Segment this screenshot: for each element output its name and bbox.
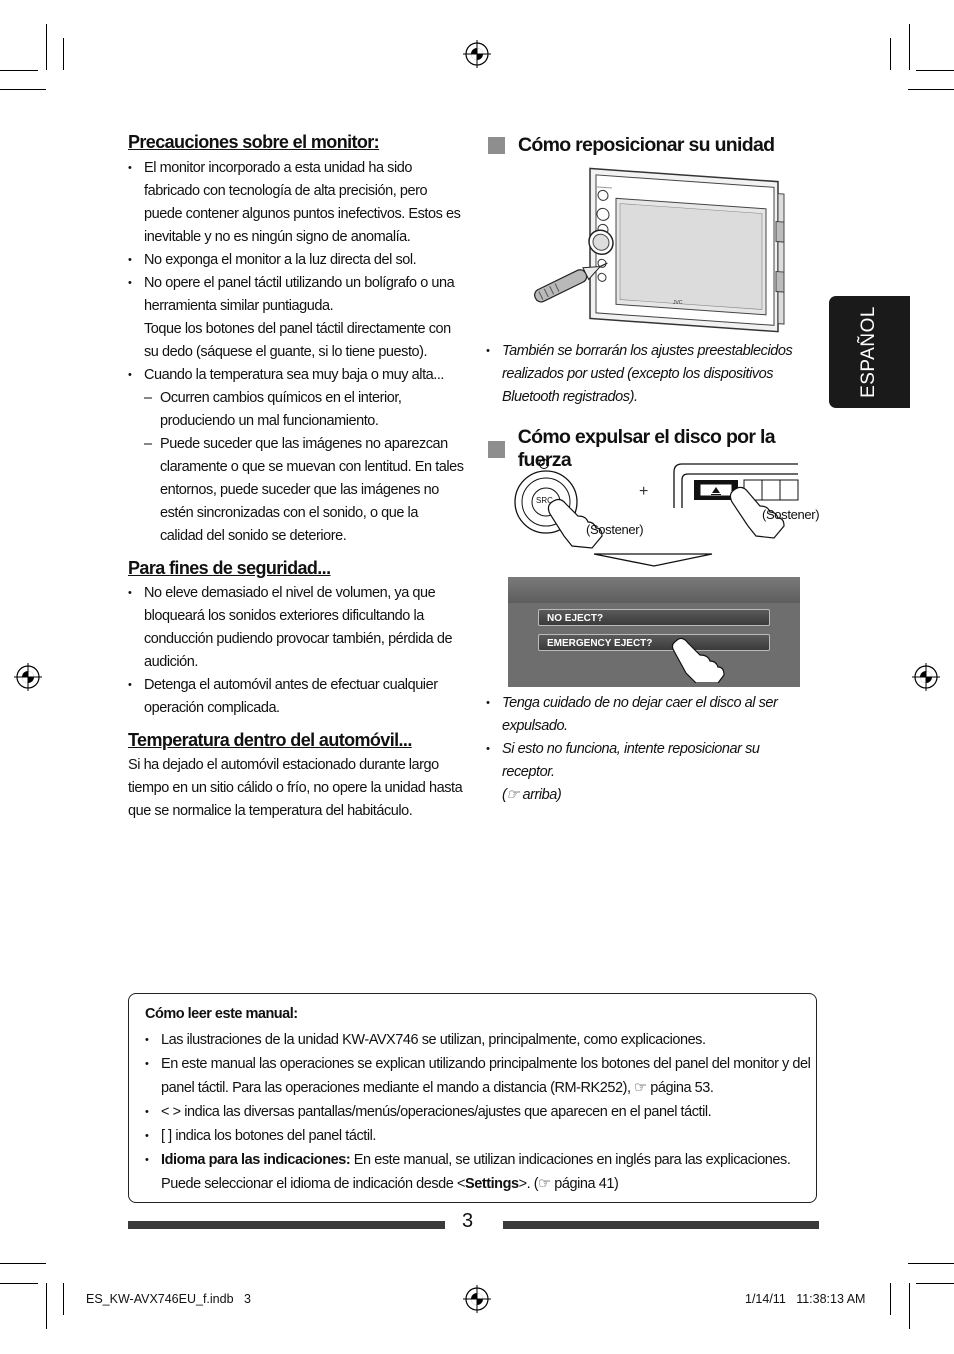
list-item: • Tenga cuidado de no dejar caer el disco al ser expulsado. (486, 692, 806, 738)
eject-notes (486, 692, 806, 807)
registration-mark-icon (14, 663, 42, 691)
list-item-text: • Cuando la temperatura sea muy baja o muy alta... (144, 367, 444, 383)
list-item-text: Toque los botones del panel táctil directamente con su dedo (sáquese el guante, si lo tiene puesto). (144, 321, 451, 360)
section-square-icon (488, 441, 505, 458)
plus-sign: + (639, 483, 649, 500)
list-item (128, 272, 464, 364)
list-item-text: Puede seleccionar el idioma de indicación desde < (161, 1176, 466, 1192)
no-eject-button[interactable]: NO EJECT? (538, 609, 770, 626)
bottom-bar-left (128, 1221, 445, 1229)
how-to-read-box (128, 993, 817, 1203)
list-item: • El monitor incorporado a esta unidad ha sido fabricado con tecnología de alta precisión, pero puede contener algunos puntos inefectivos. Estos es inevitable y no es ningún signo de anomalía. (128, 157, 464, 249)
bottom-bar-right (503, 1221, 819, 1229)
reset-section-heading (488, 134, 808, 157)
reset-note (486, 340, 821, 409)
registration-mark-icon (912, 663, 940, 691)
settings-label: Settings (465, 1176, 519, 1192)
hold-label-left: (Sostener) (586, 522, 644, 537)
how-to-read-title: Cómo leer este manual: (145, 1006, 298, 1022)
list-item-text: • Si esto no funciona, intente reposicionar su receptor. (502, 741, 760, 780)
hold-label-right: (Sostener) (762, 507, 820, 522)
monitor-heading: Precauciones sobre el monitor: (128, 132, 380, 152)
reset-heading-text: Cómo reposicionar su unidad (518, 134, 775, 156)
footer-timestamp: 1/14/11 11:38:13 AM (745, 1292, 866, 1306)
list-item: • Detenga el automóvil antes de efectuar cualquier operación complicada. (128, 674, 464, 720)
language-side-tab-label: ESPAÑOL (858, 306, 879, 398)
list-item-text: En este manual, se utilizan indicaciones en inglés para las explicaciones. (350, 1152, 791, 1168)
dash-item: – Puede suceder que las imágenes no aparezcan claramente o que se muevan con lentitud. En tales entornos, puede suceder que las imágenes no estén sincronizadas con el sonido, o que la calidad del sonido se deteriore. (144, 433, 464, 548)
registration-mark-icon (463, 1285, 491, 1313)
monitor-list (128, 157, 464, 548)
screen-header-bar (508, 577, 800, 603)
page-number: 3 (462, 1210, 474, 1232)
list-item (486, 738, 806, 807)
list-item: • No eleve demasiado el nivel de volumen, ya que bloqueará los sonidos exteriores dificultando la conducción pudiendo provocar también, pérdida de audición. (128, 582, 464, 674)
left-column (128, 132, 464, 823)
eject-heading-text: Cómo expulsar el disco por la fuerza (517, 426, 775, 471)
list-item-text: • No opere el panel táctil utilizando un bolígrafo o una herramienta similar puntiaguda. (144, 275, 455, 314)
safety-list (128, 582, 464, 720)
list-item: • Las ilustraciones de la unidad KW-AVX746 se utilizan, principalmente, como explicaciones. (145, 1028, 810, 1052)
list-item (145, 1052, 810, 1100)
list-item: • [ ] indica los botones del panel táctil. (145, 1124, 810, 1148)
reset-illustration (526, 164, 788, 339)
section-square-icon (488, 137, 505, 154)
safety-heading: Para fines de seguridad... (128, 558, 331, 578)
list-item-text: >. (☞ página 41) (518, 1176, 619, 1192)
eject-screen (508, 577, 800, 687)
footer-filename: ES_KW-AVX746EU_f.indb 3 (86, 1292, 251, 1306)
src-button: SRC (536, 496, 553, 505)
list-item (128, 364, 464, 548)
list-item-text: • En este manual las operaciones se explican utilizando principalmente los botones del panel del monitor y del (161, 1056, 811, 1072)
finger-pointer-icon (668, 633, 738, 683)
temperature-text: Si ha dejado el automóvil estacionado durante largo tiempo en un sitio cálido o frío, no opere la unidad hasta que se normalice la temperatura del habitáculo. (128, 757, 463, 819)
list-item-text: (☞ arriba) (502, 787, 562, 803)
language-side-tab (829, 296, 910, 408)
list-item: • No exponga el monitor a la luz directa del sol. (128, 249, 464, 272)
jvc-logo: JVC (673, 300, 683, 306)
registration-mark-icon (463, 40, 491, 68)
list-item-text: panel táctil. Para las operaciones mediante el mando a distancia (RM-RK252), ☞ página 53. (161, 1080, 714, 1096)
emergency-eject-button[interactable]: EMERGENCY EJECT? (538, 634, 770, 651)
list-item: • También se borrarán los ajustes preestablecidos realizados por usted (excepto los dispositivos Bluetooth registrados). (486, 340, 821, 409)
temperature-heading: Temperatura dentro del automóvil... (128, 730, 412, 750)
list-item-bold: Idioma para las indicaciones: (161, 1152, 351, 1168)
eject-illustration (508, 456, 820, 572)
list-item: • < > indica las diversas pantallas/menús/operaciones/ajustes que aparecen en el panel táctil. (145, 1100, 810, 1124)
dash-item: – Ocurren cambios químicos en el interior, produciendo un mal funcionamiento. (144, 387, 464, 433)
list-item (145, 1148, 810, 1196)
